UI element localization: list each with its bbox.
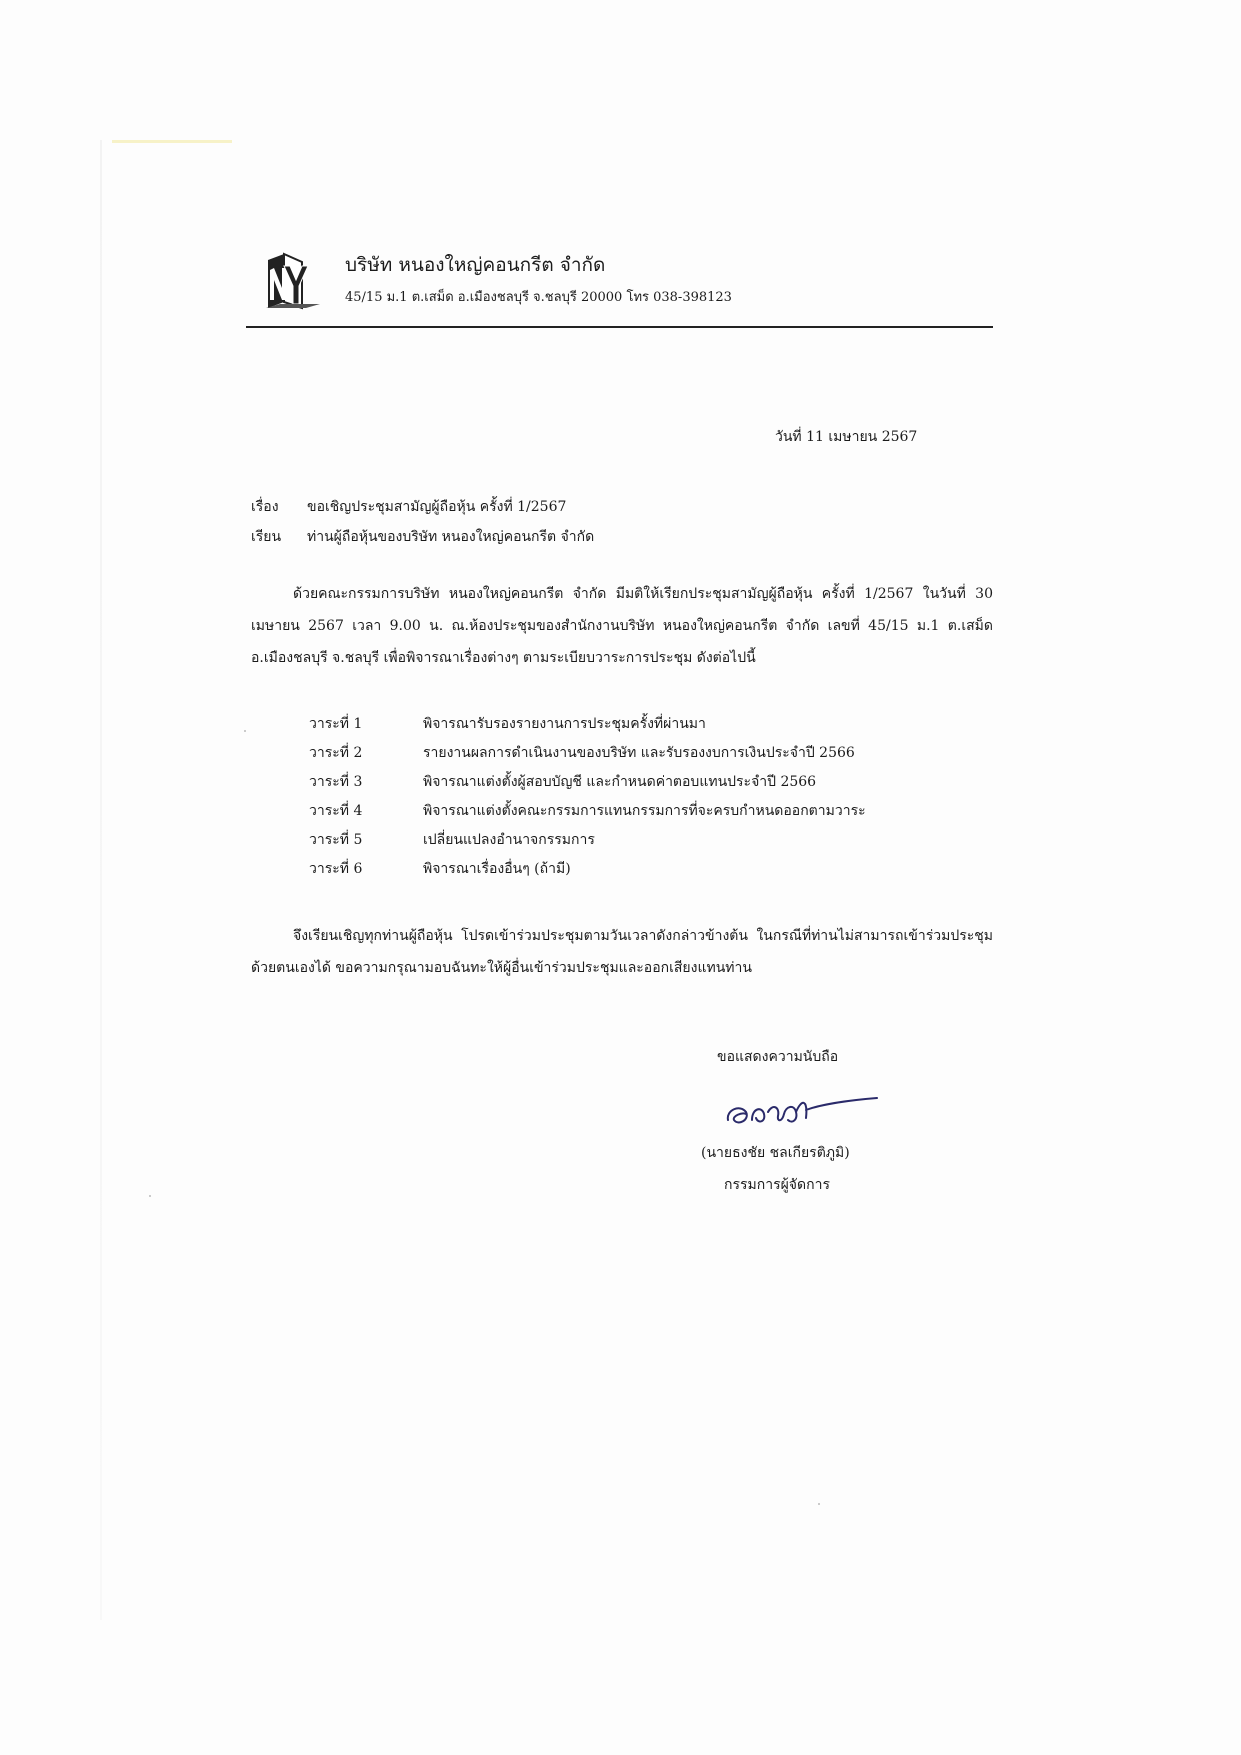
- company-logo: [262, 250, 326, 314]
- agenda-item: [309, 768, 866, 797]
- company-name: บริษัท หนองใหญ่คอนกรีต จำกัด: [345, 254, 606, 276]
- closing-salutation: ขอแสดงความนับถือ: [717, 1049, 839, 1065]
- agenda-item: [309, 826, 866, 855]
- recipient-line: [251, 526, 594, 548]
- recipient-text: ท่านผู้ถือหุ้นของบริษัท หนองใหญ่คอนกรีต จำกัด: [307, 529, 595, 545]
- agenda-text: พิจารณารับรองรายงานการประชุมครั้งที่ผ่านมา: [423, 716, 706, 732]
- agenda-item: [309, 739, 866, 768]
- agenda-text: พิจารณาแต่งตั้งผู้สอบบัญชี และกำหนดค่าตอบแทนประจำปี 2566: [423, 774, 817, 790]
- agenda-number: วาระที่ 5: [309, 832, 363, 848]
- handwritten-signature: [722, 1090, 882, 1138]
- scan-mark: [112, 140, 232, 143]
- agenda-text: รายงานผลการดำเนินงานของบริษัท และรับรองงบการเงินประจำปี 2566: [423, 745, 855, 761]
- scan-speck: [244, 730, 246, 732]
- scan-edge: [100, 140, 102, 1620]
- agenda-number: วาระที่ 4: [309, 803, 363, 819]
- agenda-item: [309, 855, 866, 884]
- signer-position: กรรมการผู้จัดการ: [724, 1177, 830, 1193]
- agenda-text: เปลี่ยนแปลงอำนาจกรรมการ: [423, 832, 595, 848]
- agenda-item: [309, 710, 866, 739]
- agenda-number: วาระที่ 1: [309, 716, 363, 732]
- body-paragraph: ด้วยคณะกรรมการบริษัท หนองใหญ่คอนกรีต จำกัด มีมติให้เรียกประชุมสามัญผู้ถือหุ้น ครั้งที่ 1/2567 ในวันที่ 30 เมษายน 2567 เวลา 9.00 น. ณ.ห้องประชุมของสำนักงานบริษัท หนองใหญ่คอนกรีต จำกัด เลขที่ 45/15 ม.1 ต.เสม็ด อ.เมืองชลบุรี จ.ชลบุรี เพื่อพิจารณาเรื่องต่างๆ ตามระเบียบวาระการประชุม ดังต่อไปนี้: [251, 586, 993, 666]
- agenda-list: [309, 710, 866, 884]
- letter-date: วันที่ 11 เมษายน 2567: [775, 429, 918, 445]
- closing-paragraph: จึงเรียนเชิญทุกท่านผู้ถือหุ้น โปรดเข้าร่วมประชุมตามวันเวลาดังกล่าวข้างต้น ในกรณีที่ท่านไม่สามารถเข้าร่วมประชุมด้วยตนเองได้ ขอความกรุณามอบฉันทะให้ผู้อื่นเข้าร่วมประชุมและออกเสียงแทนท่าน: [251, 928, 993, 976]
- recipient-label: เรียน: [251, 529, 282, 545]
- company-address: 45/15 ม.1 ต.เสม็ด อ.เมืองชลบุรี จ.ชลบุรี 20000 โทร 038-398123: [345, 290, 732, 305]
- agenda-number: วาระที่ 3: [309, 774, 363, 790]
- subject-label: เรื่อง: [251, 499, 279, 515]
- agenda-number: วาระที่ 6: [309, 861, 363, 877]
- agenda-text: พิจารณาแต่งตั้งคณะกรรมการแทนกรรมการที่จะครบกำหนดออกตามวาระ: [423, 803, 866, 819]
- scan-speck: [149, 1195, 151, 1197]
- agenda-text: พิจารณาเรื่องอื่นๆ (ถ้ามี): [423, 861, 571, 877]
- agenda-item: [309, 797, 866, 826]
- scan-speck: [818, 1503, 820, 1505]
- letterhead-rule: [246, 326, 993, 328]
- subject-line: [251, 496, 566, 518]
- agenda-number: วาระที่ 2: [309, 745, 363, 761]
- signer-name: (นายธงชัย ชลเกียรติภูมิ): [701, 1145, 850, 1161]
- subject-text: ขอเชิญประชุมสามัญผู้ถือหุ้น ครั้งที่ 1/2567: [307, 499, 567, 515]
